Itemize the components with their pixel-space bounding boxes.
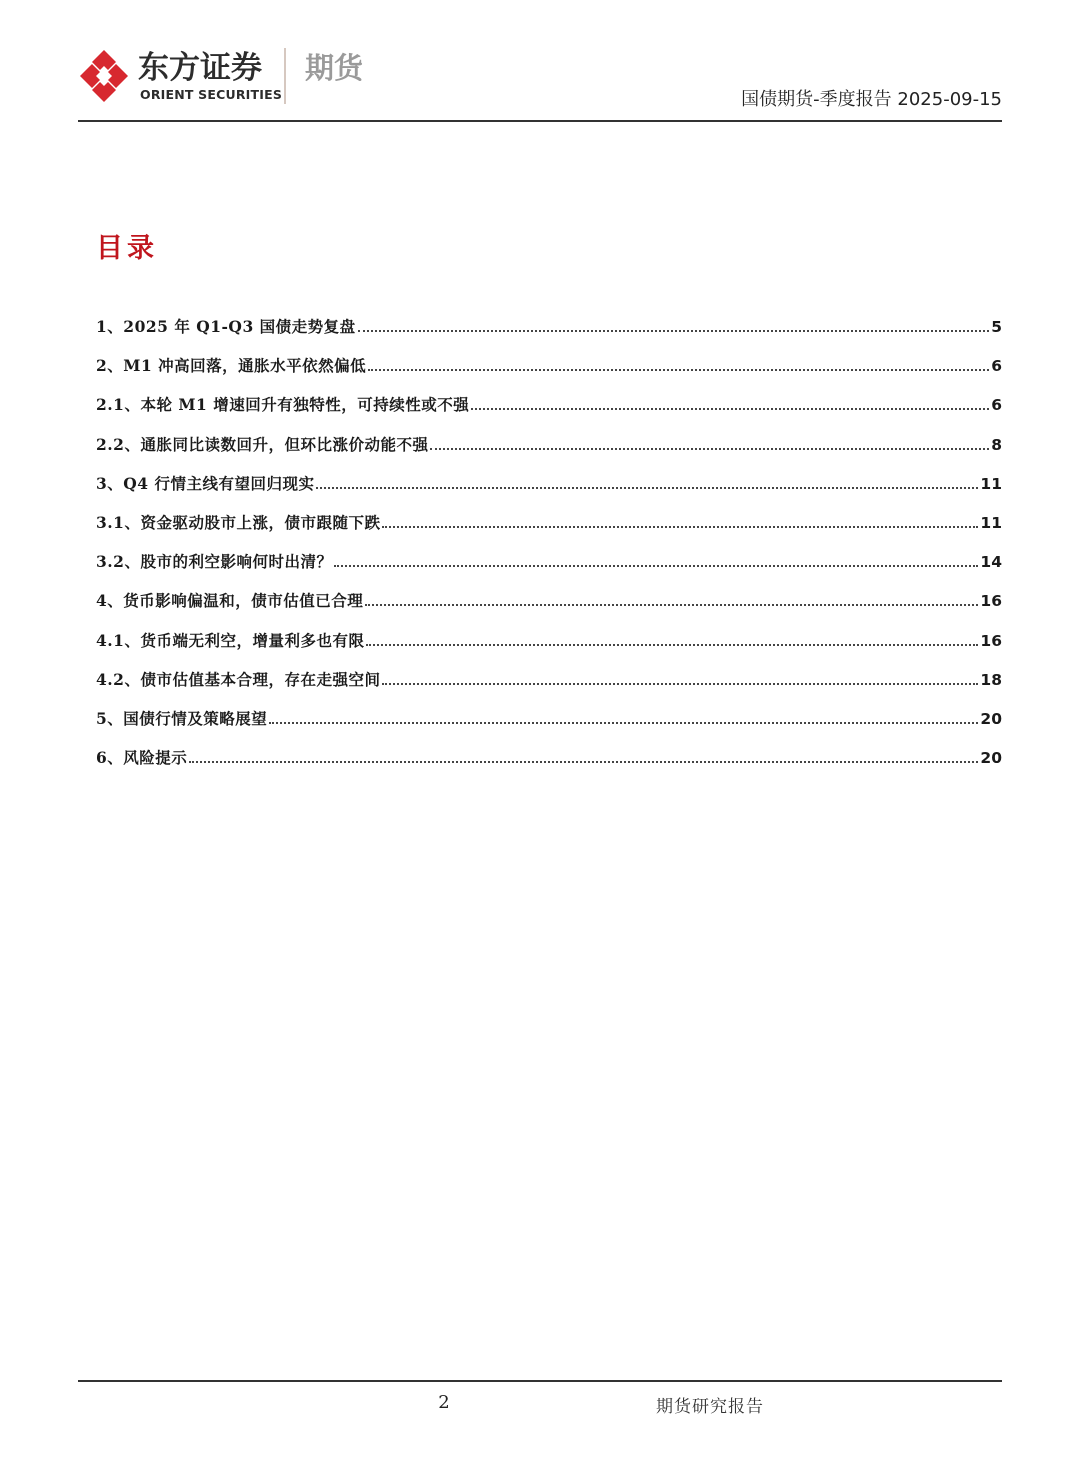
toc-dot-leader xyxy=(316,487,978,489)
toc-entry-page: 6 xyxy=(991,396,1002,415)
toc-entry-label: 3.2、股市的利空影响何时出清？ xyxy=(96,552,333,572)
toc-dot-leader xyxy=(358,330,990,332)
toc-entry-page: 8 xyxy=(991,435,1002,454)
toc-entry-page: 14 xyxy=(980,553,1002,572)
toc-entry-label: 1、2025 年 Q1-Q3 国债走势复盘 xyxy=(96,317,356,336)
toc-dot-leader xyxy=(382,526,978,528)
toc-entry[interactable] xyxy=(96,315,1002,354)
page-header xyxy=(0,0,1080,125)
toc-entry-label: 2.1、本轮 M1 增速回升有独特性，可持续性或不强 xyxy=(96,395,470,415)
toc-entry[interactable] xyxy=(96,746,1002,785)
toc-entry-label: 3、Q4 行情主线有望回归现实 xyxy=(96,473,315,493)
brand-name-chinese: 东方证券 xyxy=(138,50,262,86)
toc-entry[interactable] xyxy=(96,550,1002,589)
toc-dot-leader xyxy=(471,408,989,410)
toc-entry-label: 5、国债行情及策略展望 xyxy=(96,708,268,728)
toc-dot-leader xyxy=(269,722,978,724)
toc-entry[interactable] xyxy=(96,589,1002,628)
header-divider xyxy=(78,120,1002,122)
toc-title: 目录 xyxy=(96,233,158,264)
toc-entry[interactable] xyxy=(96,668,1002,707)
toc-entry[interactable] xyxy=(96,707,1002,746)
table-of-contents xyxy=(96,315,1002,785)
toc-entry-page: 16 xyxy=(980,592,1002,611)
toc-entry-page: 5 xyxy=(991,318,1002,336)
toc-entry-page: 6 xyxy=(991,357,1002,376)
toc-entry-label: 4、货币影响偏温和，债市估值已合理 xyxy=(96,591,364,611)
toc-entry-page: 18 xyxy=(980,670,1002,689)
brand-divider xyxy=(284,48,286,104)
toc-entry-page: 20 xyxy=(980,709,1002,728)
toc-dot-leader xyxy=(365,604,978,606)
toc-dot-leader xyxy=(368,369,989,371)
toc-entry[interactable] xyxy=(96,433,1002,472)
toc-entry-page: 11 xyxy=(980,513,1002,532)
toc-entry[interactable] xyxy=(96,472,1002,511)
orient-securities-logo-icon xyxy=(78,48,130,104)
footer-divider xyxy=(78,1380,1002,1382)
toc-entry-page: 20 xyxy=(980,749,1002,768)
toc-entry[interactable] xyxy=(96,393,1002,432)
toc-entry[interactable] xyxy=(96,629,1002,668)
toc-entry[interactable] xyxy=(96,354,1002,393)
toc-entry-page: 16 xyxy=(980,631,1002,650)
toc-dot-leader xyxy=(189,761,978,763)
toc-entry-label: 3.1、资金驱动股市上涨，债市跟随下跌 xyxy=(96,512,381,532)
brand-name-english: ORIENT SECURITIES xyxy=(140,87,283,102)
toc-dot-leader xyxy=(430,448,989,450)
toc-entry[interactable] xyxy=(96,511,1002,550)
brand-division: 期货 xyxy=(305,51,364,85)
toc-dot-leader xyxy=(382,683,978,685)
toc-entry-label: 2.2、通胀同比读数回升，但环比涨价动能不强 xyxy=(96,434,429,454)
toc-entry-label: 4.1、货币端无利空，增量利多也有限 xyxy=(96,630,365,650)
page-number: 2 xyxy=(438,1392,450,1413)
toc-entry-label: 6、风险提示 xyxy=(96,748,188,768)
toc-entry-label: 2、M1 冲高回落，通胀水平依然偏低 xyxy=(96,356,367,376)
footer-label: 期货研究报告 xyxy=(656,1397,764,1417)
toc-entry-page: 11 xyxy=(980,474,1002,493)
toc-entry-label: 4.2、债市估值基本合理，存在走强空间 xyxy=(96,669,381,689)
toc-dot-leader xyxy=(334,565,978,567)
toc-dot-leader xyxy=(366,644,978,646)
report-type-date: 国债期货-季度报告 2025-09-15 xyxy=(741,89,1002,110)
